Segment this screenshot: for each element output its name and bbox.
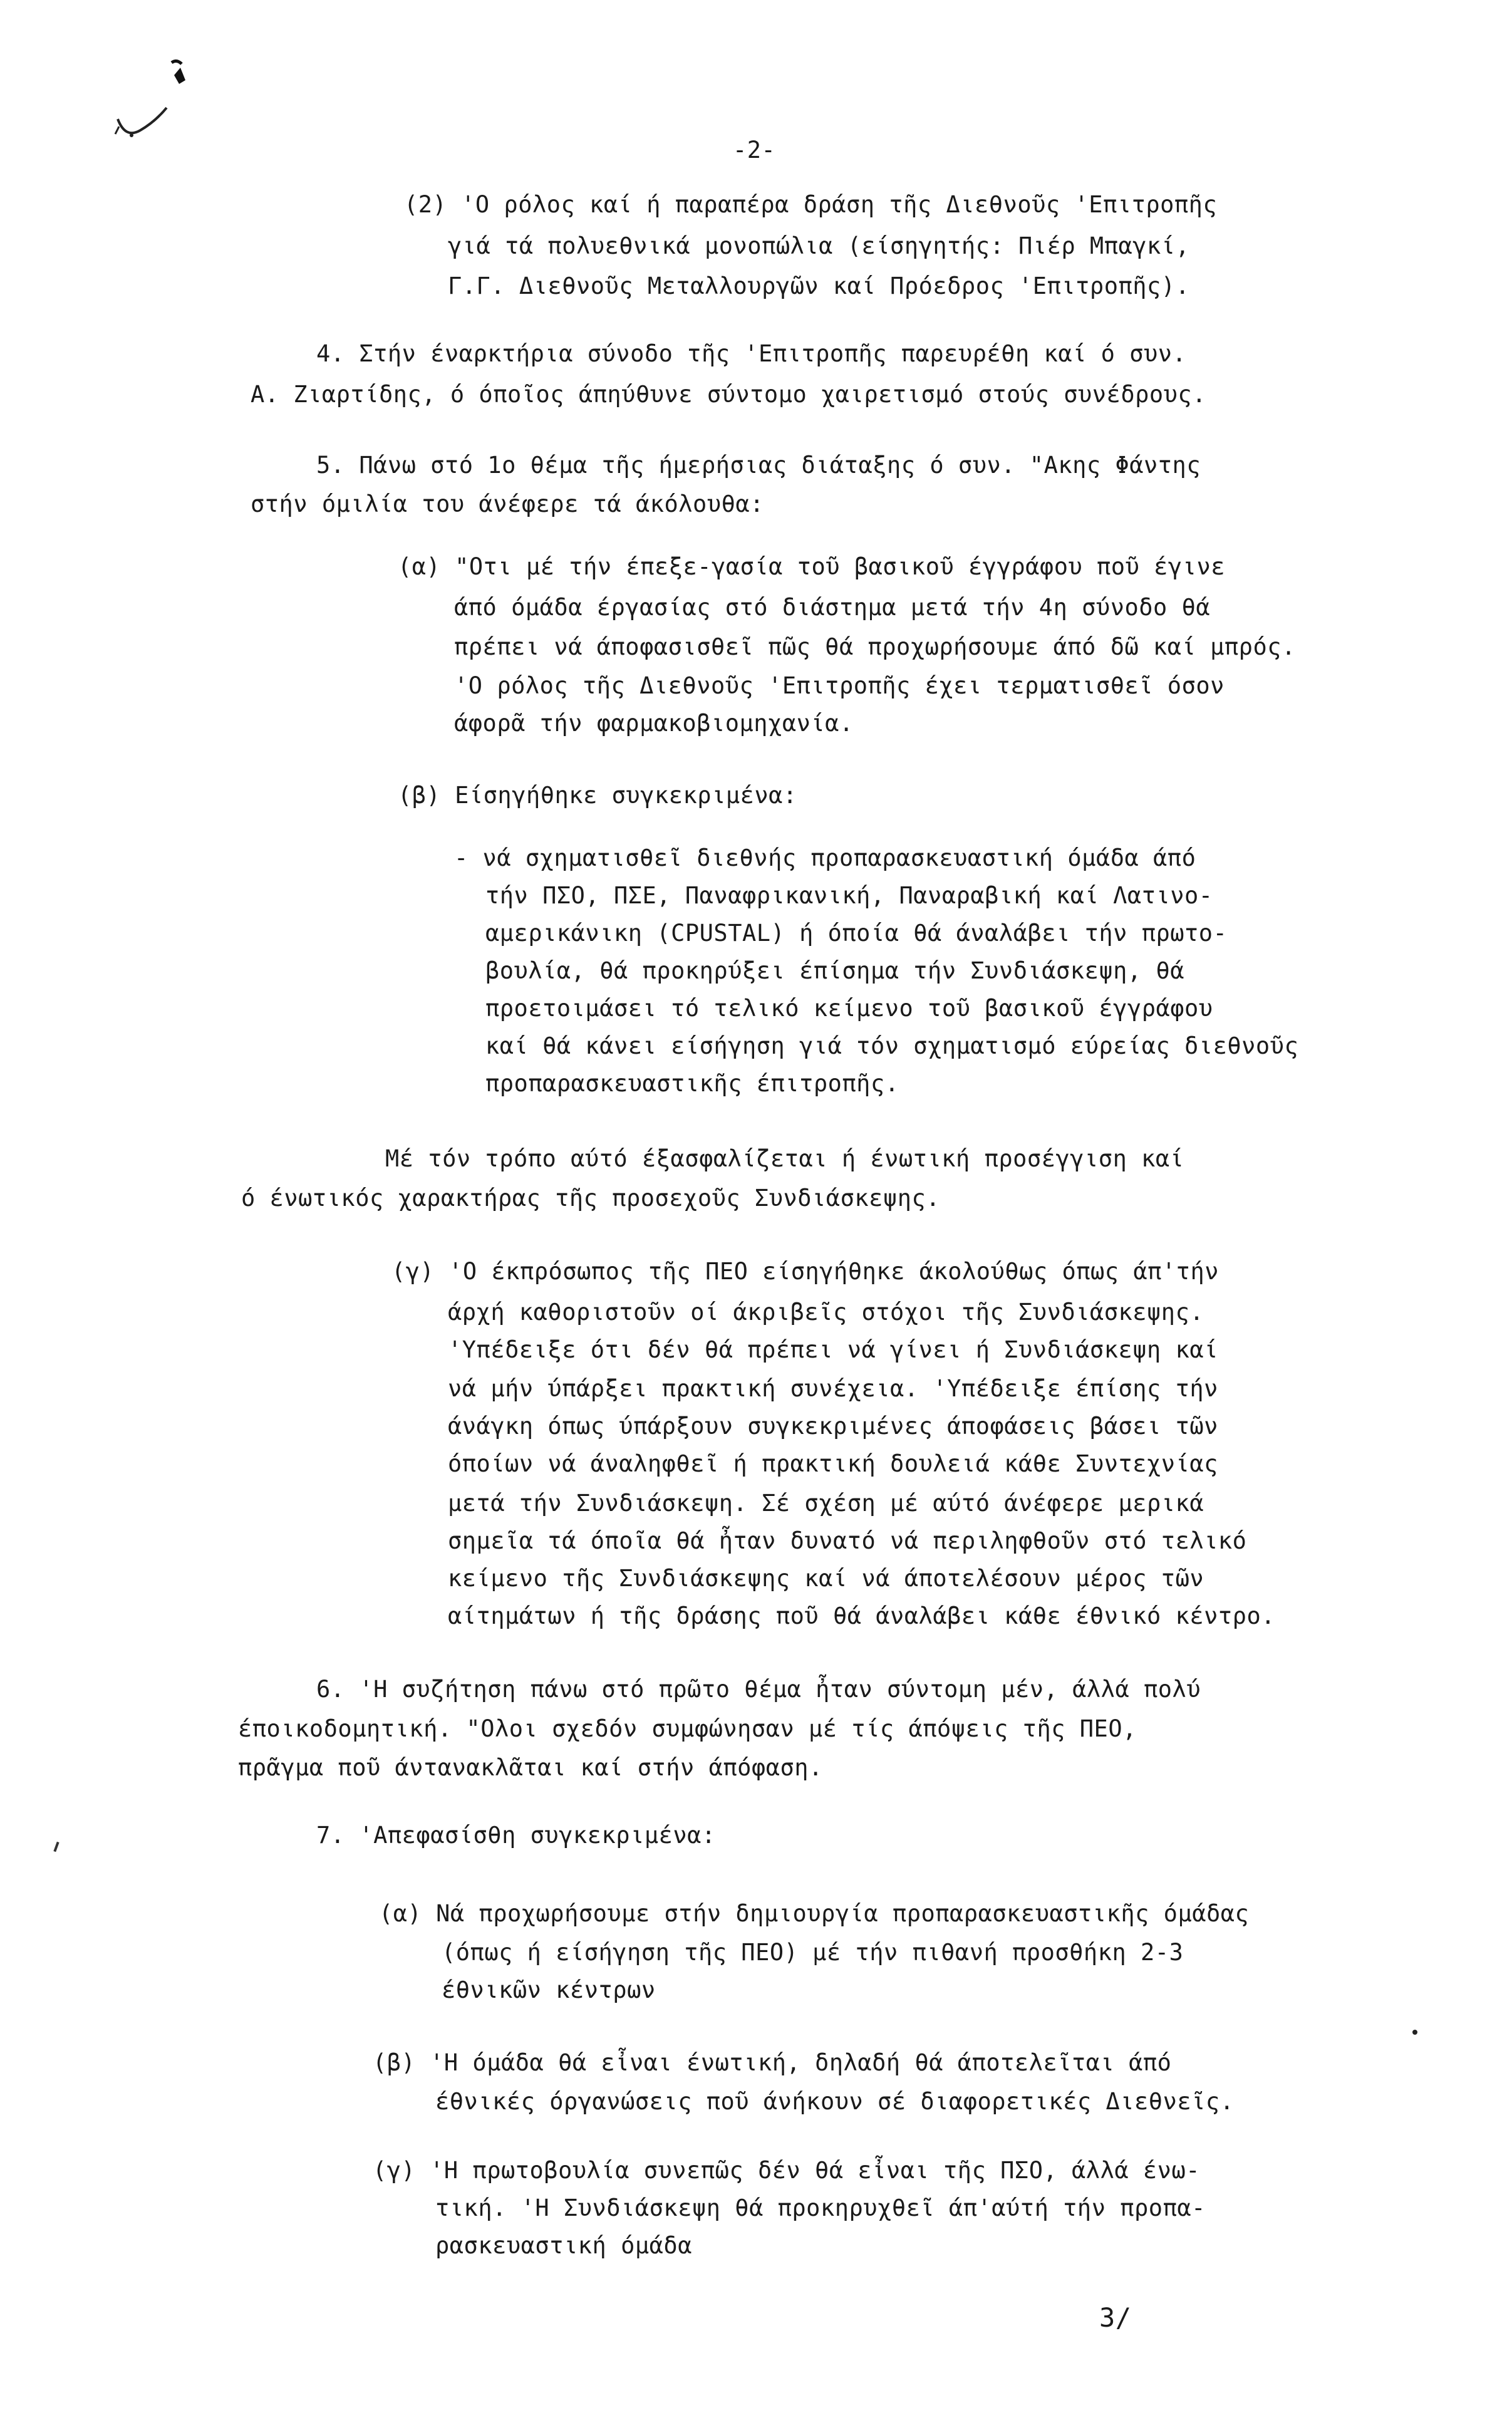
item-c-line: άνάγκη όπως ύπάρξουν συγκεκριμένες άποφάσεις βάσει τῶν [448,1413,1218,1440]
dash-item-line: προπαρασκευαστικῆς έπιτροπῆς. [485,1070,899,1097]
item-a-line: (α) "Οτι μέ τήν έπεξε-γασία τοῦ βασικοῦ έγγράφου ποῦ έγινε [398,553,1226,580]
summary-line: ό ένωτικός χαρακτήρας τῆς προσεχοῦς Συνδιάσκεψης. [241,1185,941,1212]
dash-item-line: καί θά κάνει είσήγηση γιά τόν σχηματισμό εύρείας διεθνοῦς [485,1032,1299,1059]
dash-item-line: αμερικάνικη (CPUSTAL) ή όποία θά άναλάβει τήν πρωτο- [485,920,1228,947]
item-7c-line: (γ) 'Η πρωτοβουλία συνεπῶς δέν θά εἶναι τῆς ΠΣΟ, άλλά ένω- [373,2157,1201,2184]
item-2-line: (2) 'Ο ρόλος καί ή παραπέρα δράση τῆς Διεθνοῦς 'Επιτροπῆς [404,191,1218,218]
item-c-line: 'Υπέδειξε ότι δέν θά πρέπει νά γίνει ή Συνδιάσκεψη καί [448,1336,1218,1363]
item-c-line: κείμενο τῆς Συνδιάσκεψης καί νά άποτελέσουν μέρος τῶν [448,1565,1204,1592]
paragraph-7-line: 7. 'Απεφασίσθη συγκεκριμένα: [316,1822,716,1849]
dash-item-line: τήν ΠΣΟ, ΠΣΕ, Παναφρικανική, Παναραβική καί Λατινο- [485,882,1213,909]
item-a-line: άπό όμάδα έργασίας στό διάστημα μετά τήν 4η σύνοδο θά [454,594,1211,621]
paragraph-4-line: 4. Στήν έναρκτήρια σύνοδο τῆς 'Επιτροπῆς παρευρέθη καί ό συν. [316,340,1187,367]
paragraph-5-line: 5. Πάνω στό 1ο θέμα τῆς ήμερήσιας διάταξης ό συν. "Ακης Φάντης [316,452,1201,479]
dash-item-line: βουλία, θά προκηρύξει έπίσημα τήν Συνδιάσκεψη, θά [485,957,1185,984]
item-c-line: σημεῖα τά όποῖα θά ἦταν δυνατό νά περιληφθοῦν στό τελικό [448,1527,1247,1554]
item-2-line: Γ.Γ. Διεθνοῦς Μεταλλουργῶν καί Πρόεδρος 'Επιτροπῆς). [448,273,1190,299]
summary-line: Μέ τόν τρόπο αύτό έξασφαλίζεται ή ένωτική προσέγγιση καί [385,1145,1184,1172]
item-7c-line: ρασκευαστική όμάδα [435,2232,692,2259]
page-number: -2- [733,137,776,164]
item-a-line: πρέπει νά άποφασισθεῖ πῶς θά προχωρήσουμε άπό δῶ καί μπρός. [454,633,1296,660]
item-c-line: αίτημάτων ή τῆς δράσης ποῦ θά άναλάβει κάθε έθνικό κέντρο. [448,1602,1276,1629]
item-a-line: άφορᾶ τήν φαρμακοβιομηχανία. [454,710,854,737]
item-7b-line: έθνικές όργανώσεις ποῦ άνήκουν σέ διαφορετικές Διεθνεῖς. [435,2088,1235,2115]
item-a-line: 'Ο ρόλος τῆς Διεθνοῦς 'Επιτροπῆς έχει τερματισθεῖ όσον [454,672,1225,699]
item-2-line: γιά τά πολυεθνικά μονοπώλια (είσηγητής: Πιέρ Μπαγκί, [448,232,1190,259]
item-c-line: μετά τήν Συνδιάσκεψη. Σέ σχέση μέ αύτό άνέφερε μερικά [448,1490,1204,1517]
scan-dot-mark [1412,2030,1417,2035]
paragraph-5-line: στήν όμιλία του άνέφερε τά άκόλουθα: [251,491,764,517]
item-7b-line: (β) 'Η όμάδα θά εἶναι ένωτική, δηλαδή θά άποτελεῖται άπό [373,2049,1172,2076]
item-7a-line: (α) Νά προχωρήσουμε στήν δημιουργία προπαρασκευαστικῆς όμάδας [379,1900,1250,1927]
paragraph-6-line: 6. 'Η συζήτηση πάνω στό πρῶτο θέμα ἦταν σύντομη μέν, άλλά πολύ [316,1676,1201,1703]
item-c-line: όποίων νά άναληφθεῖ ή πρακτική δουλειά κάθε Συντεχνίας [448,1450,1218,1477]
item-7a-line: (όπως ή είσήγηση τῆς ΠΕΟ) μέ τήν πιθανή προσθήκη 2-3 [442,1939,1184,1966]
item-c-line: άρχή καθοριστοῦν οί άκριβεῖς στόχοι τῆς Συνδιάσκεψης. [448,1299,1204,1326]
scan-tick-mark [53,1842,59,1852]
paragraph-6-line: έποικοδομητική. "Ολοι σχεδόν συμφώνησαν μέ τίς άπόψεις τῆς ΠΕΟ, [238,1715,1137,1742]
handwritten-mark-icon [106,56,213,163]
continuation-marker: 3/ [1099,2302,1132,2333]
item-c-line: νά μήν ύπάρξει πρακτική συνέχεια. 'Υπέδειξε έπίσης τήν [448,1375,1218,1402]
item-7c-line: τική. 'Η Συνδιάσκεψη θά προκηρυχθεῖ άπ'αύτή τήν προπα- [435,2194,1206,2221]
item-c-line: (γ) 'Ο έκπρόσωπος τῆς ΠΕΟ είσηγήθηκε άκολούθως όπως άπ'τήν [391,1258,1219,1285]
item-7a-line: έθνικῶν κέντρων [442,1976,656,2003]
dash-item-line: προετοιμάσει τό τελικό κείμενο τοῦ βασικοῦ έγγράφου [485,995,1213,1022]
dash-item-line: - νά σχηματισθεῖ διεθνής προπαρασκευαστική όμάδα άπό [454,844,1196,871]
item-b-line: (β) Είσηγήθηκε συγκεκριμένα: [398,782,797,809]
paragraph-4-line: Α. Ζιαρτίδης, ό όποῖος άπηύθυνε σύντομο χαιρετισμό στούς συνέδρους. [251,381,1206,408]
paragraph-6-line: πρᾶγμα ποῦ άντανακλᾶται καί στήν άπόφαση. [238,1754,823,1781]
